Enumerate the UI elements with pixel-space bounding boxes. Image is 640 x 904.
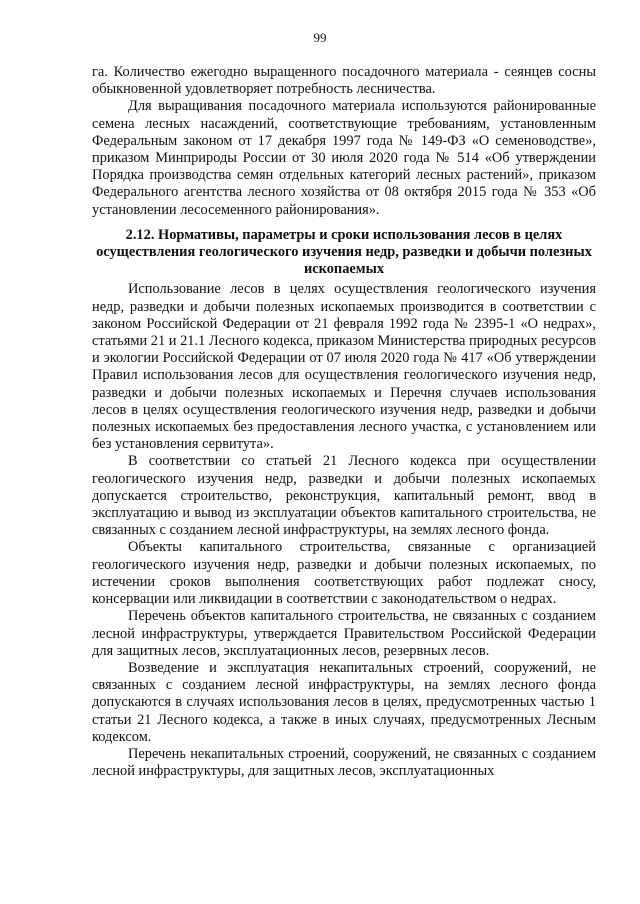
paragraph-non-capital-list: Перечень некапитальных строений, сооружений, не связанных с созданием лесной инфраструктуры, для защитных лесов, эксплуатационных — [92, 745, 596, 780]
paragraph-legal-basis: Использование лесов в целях осуществления геологического изучения недр, разведки и добычи полезных ископаемых производится в соответствии с законом Российской Федерации от 21 февраля 1992 года № 2395-1 «О недрах», статьями 21 и 21.1 Лесного кодекса, приказом Министерства природных ресурсов и экологии Российской Федерации от 07 июля 2020 года № 417 «Об утверждении Правил использования лесов для осуществления геологического изучения недр, разведки и добычи полезных ископаемых и Перечня случаев использования лесов в целях осуществления геологического изучения недр, разведки и добычи полезных ископаемых без предоставления лесного участка, с установлением или без установления сервитута». — [92, 281, 596, 453]
page-content — [92, 64, 596, 780]
paragraph-capital-objects: Объекты капитального строительства, связанные с организацией геологического изучения недр, разведки и добычи полезных ископаемых, по истечении сроков выполнения соответствующих работ подлежат сносу, консервации или ликвидации в соответствии с законодательством о недрах. — [92, 539, 596, 608]
section-heading: 2.12. Нормативы, параметры и сроки использования лесов в целях осуществления геологического изучения недр, разведки и добычи полезных ископаемых — [96, 226, 592, 278]
page-number: 99 — [313, 30, 327, 45]
paragraph-objects-list: Перечень объектов капитального строительства, не связанных с созданием лесной инфраструктуры, утверждается Правительством Российской Федерации для защитных лесов, эксплуатационных лесов, резервных лесов. — [92, 608, 596, 659]
paragraph-non-capital: Возведение и эксплуатация некапитальных строений, сооружений, не связанных с созданием лесной инфраструктуры, на землях лесного фонда допускаются в случаях использования лесов в целях, предусмотренных частью 1 статьи 21 Лесного кодекса, а также в иных случаях, предусмотренных Лесным кодексом. — [92, 659, 596, 745]
paragraph-article-21: В соответствии со статьей 21 Лесного кодекса при осуществлении геологического изучения недр, разведки и добычи полезных ископаемых допускается строительство, реконструкция, капитальный ремонт, ввод в эксплуатацию и вывод из эксплуатации объектов капитального строительства, не связанных с созданием лесной инфраструктуры, на землях лесного фонда. — [92, 453, 596, 539]
paragraph-seed-requirements: Для выращивания посадочного материала используются районированные семена лесных насаждений, соответствующие требованиям, установленным Федеральным законом от 17 декабря 1997 года № 149-ФЗ «О семеноводстве», приказом Минприроды России от 30 июля 2020 года № 514 «Об утверждении Порядка производства семян отдельных категорий лесных растений», приказом Федерального агентства лесного хозяйства от 08 октября 2015 года № 353 «Об установлении лесосеменного районирования». — [92, 98, 596, 218]
paragraph-continuation: га. Количество ежегодно выращенного посадочного материала - сеянцев сосны обыкновенной удовлетворяет потребность лесничества. — [92, 64, 596, 98]
